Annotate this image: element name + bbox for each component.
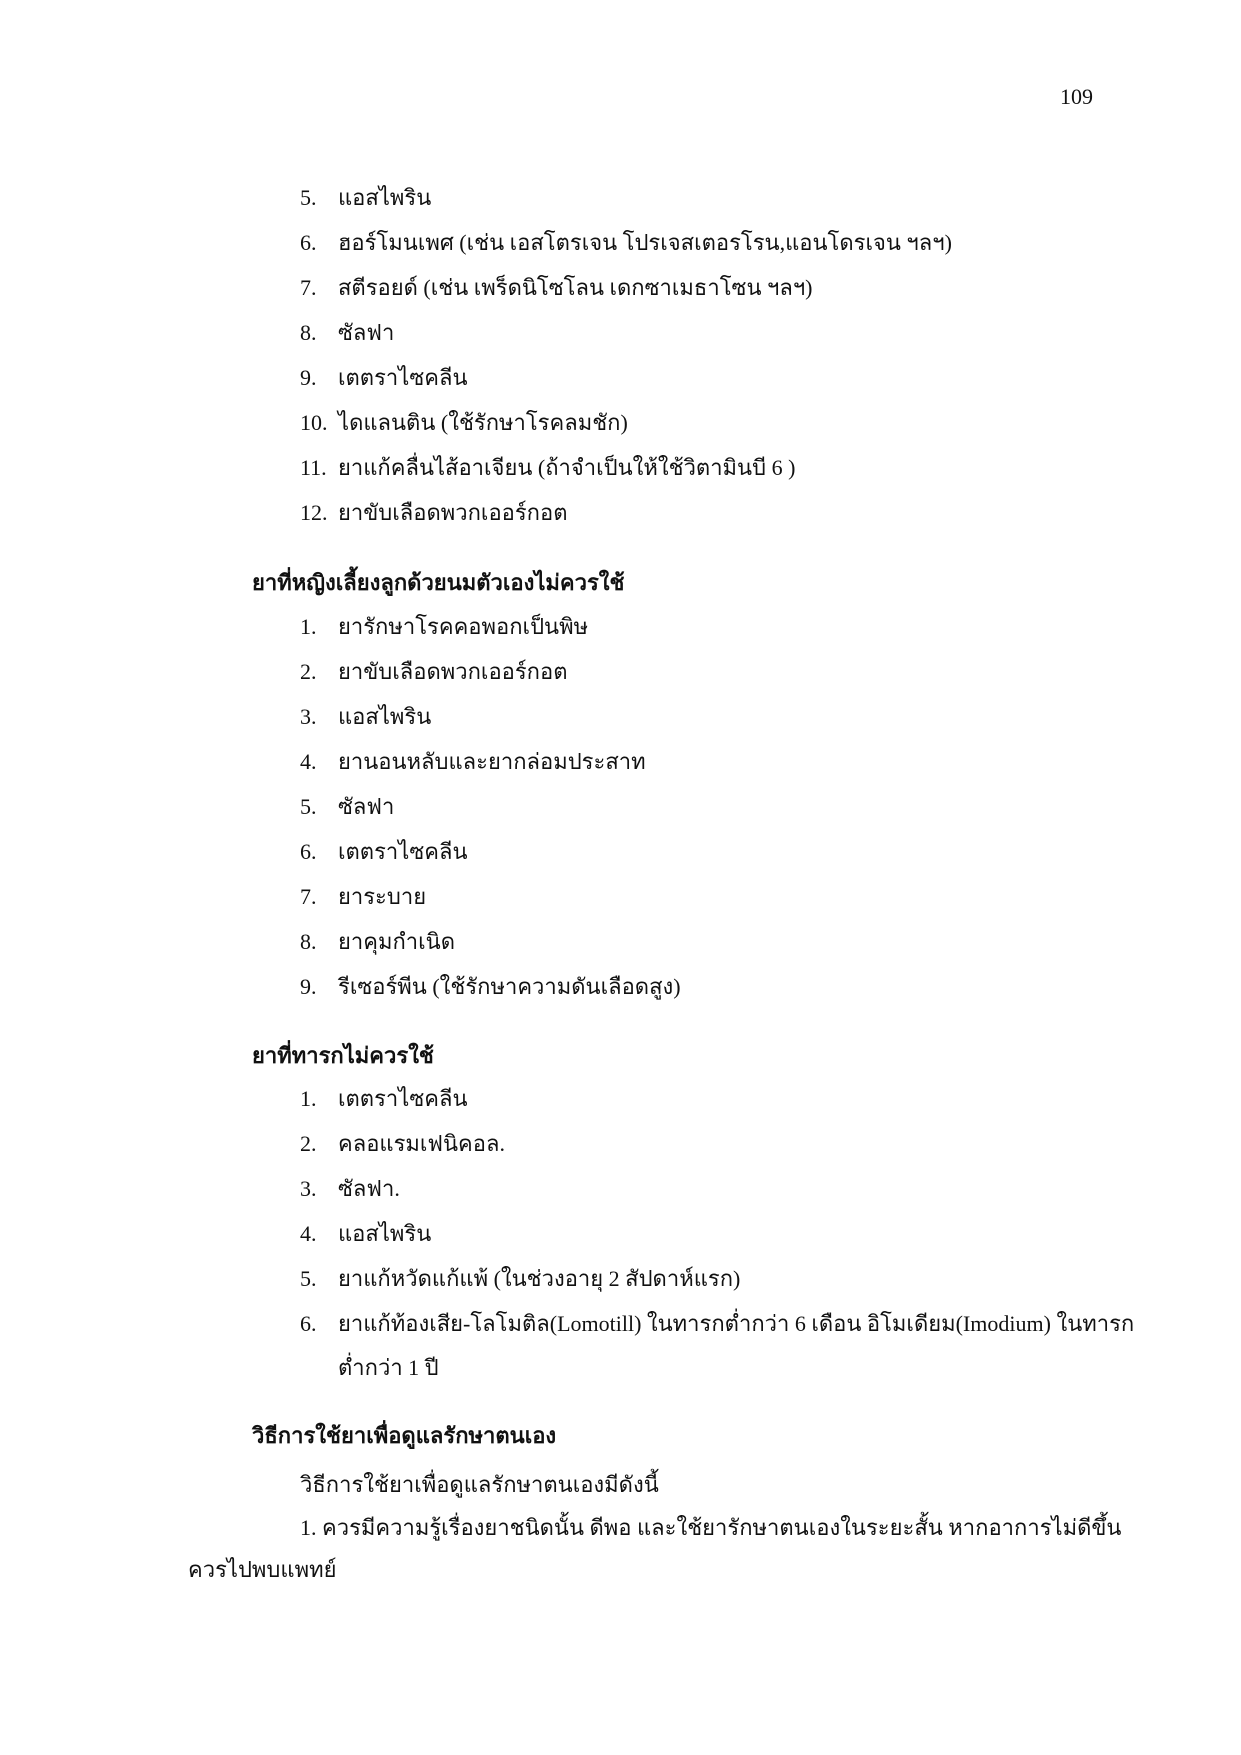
list-number: 6. [300,1311,317,1336]
list-item [300,927,455,957]
list-number: 7. [300,275,317,300]
list-item [300,1219,431,1249]
list-text: ซัลฟา [338,320,395,345]
list-number: 9. [300,365,317,390]
list-item [300,453,795,483]
list-text: ยารักษาโรคคอพอกเป็นพิษ [338,614,589,639]
list-item [300,657,568,687]
list-text: ยาขับเลือดพวกเออร์กอต [338,659,568,684]
list-number: 8. [300,320,317,345]
list-number: 8. [300,929,317,954]
list-text: แอสไพริน [338,1221,432,1246]
list-item [300,747,646,777]
list-number: 4. [300,1221,317,1246]
list-number: 6. [300,230,317,255]
list-number: 10. [300,410,328,435]
list-text: รีเซอร์พีน (ใช้รักษาความดันเลือดสูง) [338,974,681,999]
list-text: เตตราไซคลีน [338,1086,468,1111]
list-number: 5. [300,1266,317,1291]
list-number: 11. [300,455,327,480]
list-item [300,882,426,912]
list-text: ยาคุมกำเนิด [338,929,455,954]
list-text-continuation: ต่ำกว่า 1 ปี [338,1355,439,1380]
list-item [300,183,431,213]
list-item [300,363,468,393]
list-item [300,498,568,528]
rule-paragraph-line: ควรไปพบแพทย์ [188,1557,337,1582]
list-text: เตตราไซคลีน [338,839,468,864]
list-text: ฮอร์โมนเพศ (เช่น เอสโตรเจน โปรเจสเตอรโรน,แอนโดรเจน ฯลฯ) [338,230,952,255]
list-item [300,1084,468,1114]
list-item [300,972,681,1002]
section-heading: ยาที่ทารกไม่ควรใช้ [252,1043,434,1068]
list-item [300,837,468,867]
list-text: คลอแรมเฟนิคอล. [338,1131,505,1156]
list-item [300,1129,505,1159]
list-text: แอสไพริน [338,185,432,210]
list-item [300,612,588,642]
intro-paragraph: วิธีการใช้ยาเพื่อดูแลรักษาตนเองมีดังนี้ [300,1472,659,1497]
section-heading: วิธีการใช้ยาเพื่อดูแลรักษาตนเอง [252,1423,557,1448]
list-text: ซัลฟา [338,794,395,819]
list-item [300,1264,740,1294]
list-number: 5. [300,794,317,819]
list-text: ซัลฟา. [338,1176,400,1201]
list-item [300,1309,1134,1383]
page-number: 109 [1060,84,1093,109]
list-text: ยาแก้คลื่นไส้อาเจียน (ถ้าจำเป็นให้ใช้วิตามินบี 6 ) [338,455,796,480]
rule-paragraph-line: 1. ควรมีความรู้เรื่องยาชนิดนั้น ดีพอ และใช้ยารักษาตนเองในระยะสั้น หากอาการไม่ดีขึ้น [300,1515,1122,1540]
list-text: ยาแก้ท้องเสีย-โลโมติล(Lomotill) ในทารกต่ำกว่า 6 เดือน อิโมเดียม(Imodium) ในทารก [338,1311,1135,1336]
list-number: 2. [300,659,317,684]
list-number: 3. [300,704,317,729]
list-text: ยาขับเลือดพวกเออร์กอต [338,500,568,525]
list-number: 2. [300,1131,317,1156]
list-item [300,273,813,303]
list-number: 6. [300,839,317,864]
list-text: ยาระบาย [338,884,427,909]
list-text: ยานอนหลับและยากล่อมประสาท [338,749,646,774]
list-number: 7. [300,884,317,909]
list-number: 4. [300,749,317,774]
section-heading: ยาที่หญิงเลี้ยงลูกด้วยนมตัวเองไม่ควรใช้ [252,570,625,595]
list-item [300,792,394,822]
list-item [300,1174,400,1204]
list-text: ไดแลนติน (ใช้รักษาโรคลมชัก) [338,410,628,435]
list-item [300,408,628,438]
list-text: แอสไพริน [338,704,432,729]
list-item [300,318,394,348]
list-number: 1. [300,1086,317,1111]
list-text: เตตราไซคลีน [338,365,468,390]
list-item [300,702,431,732]
list-number: 3. [300,1176,317,1201]
list-text: สตีรอยด์ (เช่น เพร็ดนิโซโลน เดกซาเมธาโซน ฯลฯ) [338,275,813,300]
list-number: 5. [300,185,317,210]
list-text: ยาแก้หวัดแก้แพ้ (ในช่วงอายุ 2 สัปดาห์แรก) [338,1266,741,1291]
list-number: 1. [300,614,317,639]
list-item [300,228,952,258]
list-number: 12. [300,500,328,525]
list-number: 9. [300,974,317,999]
